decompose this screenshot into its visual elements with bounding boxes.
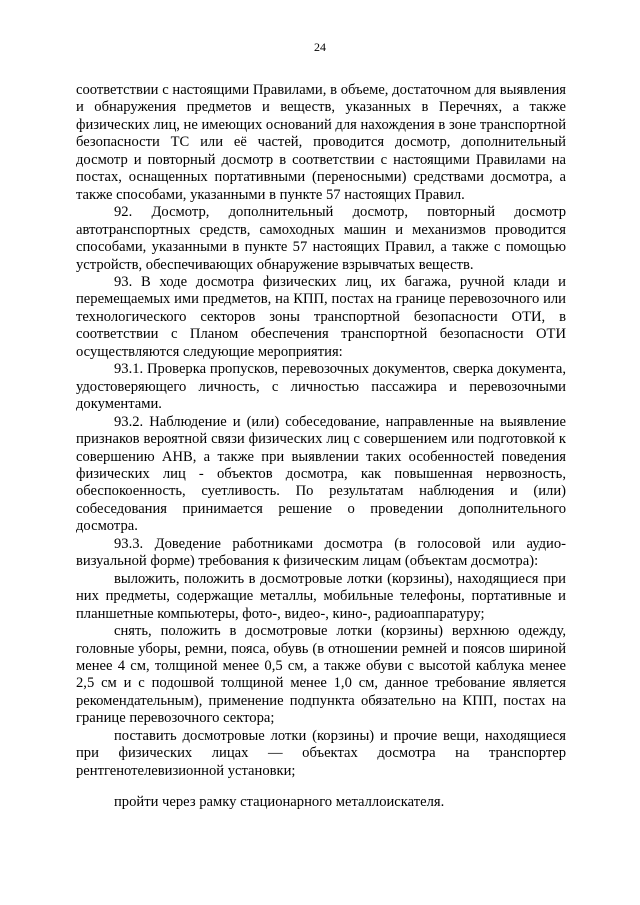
paragraph-item-metal-detector: пройти через рамку стационарного металлоискателя. [114,794,445,811]
page-number: 24 [314,40,326,54]
paragraph-93-1: 93.1. Проверка пропусков, перевозочных документов, сверка документа, удостоверяющего личность, с личностью пассажира и перевозочными документами. [76,361,566,413]
paragraph-93-3: 93.3. Доведение работниками досмотра (в голосовой или аудио-визуальной форме) требования к физическим лицам (объектам досмотра): [76,535,566,570]
paragraph-item-place-items: выложить, положить в досмотровые лотки (корзины), находящиеся при них предметы, содержащие металлы, мобильные телефоны, портативные и планшетные компьютеры, фото-, видео-, кино-, радиоаппаратуру; [76,570,566,622]
paragraph-item-conveyor: поставить досмотровые лотки (корзины) и прочие вещи, находящиеся при физических лицах — объектах досмотра на транспортер рентгенотелевизионной установки; [76,727,566,779]
paragraph-continuation: соответствии с настоящими Правилами, в объеме, достаточном для выявления и обнаружения предметов и веществ, указанных в Перечнях, а также физических лиц, не имеющих оснований для нахождения в зоне транспортной безопасности ТС или её частей, проводится досмотр, дополнительный досмотр и повторный досмотр в соответствии с настоящими Правилами на постах, оснащенных портативными (переносными) средствами досмотра, а также способами, указанными в пункте 57 настоящих Правил. [76,82,566,203]
paragraph-item-remove-clothing: снять, положить в досмотровые лотки (корзины) верхнюю одежду, головные уборы, ремни, пояса, обувь (в отношении ремней и поясов шириной менее 4 см, толщиной менее 0,5 см, а также обуви с высотой каблука менее 2,5 см и с подошвой толщиной менее 1,0 см, данное требование является рекомендательным), применение подпункта обязательно на КПП, постах на границе перевозочного сектора; [76,623,566,727]
paragraph-92: 92. Досмотр, дополнительный досмотр, повторный досмотр автотранспортных средств, самоходных машин и механизмов проводится способами, указанными в пункте 57 настоящих Правил, а также с помощью устройств, обеспечивающих обнаружение взрывчатых веществ. [76,204,566,273]
paragraph-93-2: 93.2. Наблюдение и (или) собеседование, направленные на выявление признаков вероятной связи физических лиц с совершением или подготовкой к совершению АНВ, а также при выявлении таких особенностей поведения физических лиц - объектов досмотра, как повышенная нервозность, обеспокоенность, суетливость. По результатам наблюдения и (или) собеседования принимается решение о проведении дополнительного досмотра. [76,413,566,535]
paragraph-93: 93. В ходе досмотра физических лиц, их багажа, ручной клади и перемещаемых ими предметов, на КПП, постах на границе перевозочного или технологического секторов зоны транспортной безопасности ОТИ, в соответствии с Планом обеспечения транспортной безопасности ОТИ осуществляются следующие мероприятия: [76,273,566,360]
document-body [76,82,566,812]
